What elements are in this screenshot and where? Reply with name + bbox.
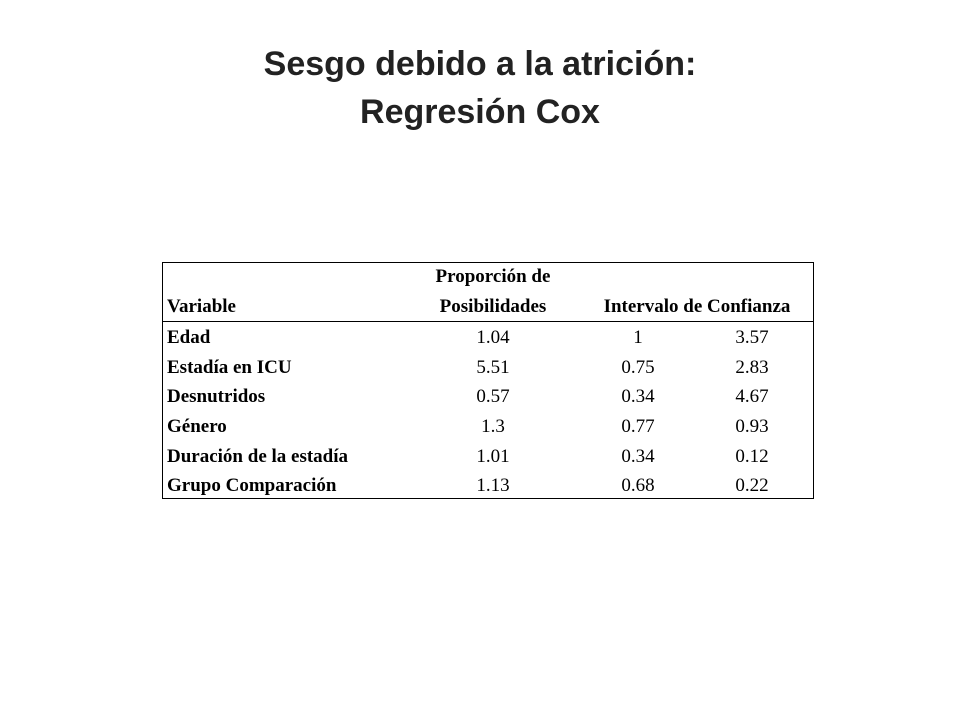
row-ci-high: 0.93 [735,416,769,437]
row-proportion: 1.13 [476,475,510,496]
header-variable: Variable [167,296,236,317]
slide-title-line-2: Regresión Cox [360,93,600,131]
row-ci-low: 0.34 [621,446,655,467]
row-ci-high: 3.57 [735,327,769,348]
row-proportion: 1.04 [476,327,510,348]
header-proportion-line-2: Posibilidades [439,296,547,317]
row-proportion: 1.01 [476,446,510,467]
row-ci-high: 2.83 [735,357,769,378]
row-variable: Grupo Comparación [167,475,337,496]
row-ci-high: 4.67 [735,386,769,407]
slide-title [0,40,960,136]
row-ci-low: 0.75 [621,357,655,378]
row-ci-low: 0.77 [621,416,655,437]
row-ci-low: 0.34 [621,386,655,407]
regression-table [162,262,814,499]
header-proportion-line-1: Proporción de [435,266,551,287]
row-proportion: 5.51 [476,357,510,378]
row-ci-high: 0.22 [735,475,769,496]
row-ci-low: 0.68 [621,475,655,496]
row-ci-low: 1 [633,327,643,348]
row-variable: Estadía en ICU [167,357,292,378]
row-ci-high: 0.12 [735,446,769,467]
header-confidence-interval: Intervalo de Confianza [603,296,791,317]
row-variable: Desnutridos [167,386,266,407]
row-variable: Duración de la estadía [167,446,349,467]
row-proportion: 1.3 [481,416,505,437]
row-proportion: 0.57 [476,386,510,407]
header-divider [163,321,813,322]
slide-title-line-1: Sesgo debido a la atrición: [263,45,697,83]
row-variable: Género [167,416,227,437]
row-variable: Edad [167,327,211,348]
